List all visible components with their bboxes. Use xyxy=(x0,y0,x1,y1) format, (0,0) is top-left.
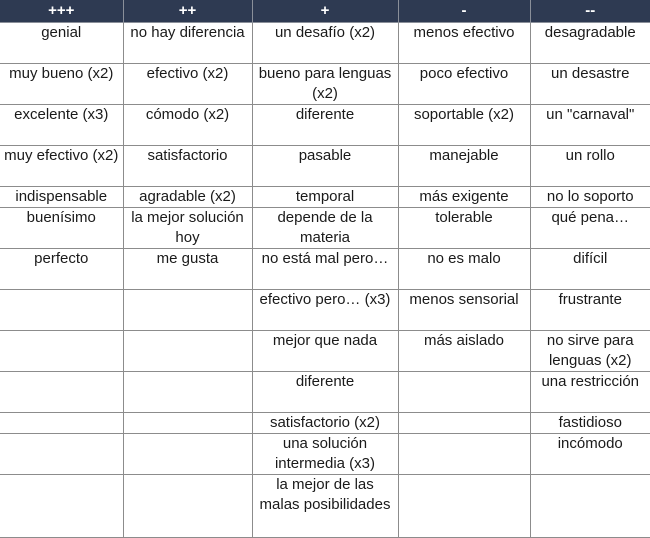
table-row xyxy=(0,23,650,64)
table-row xyxy=(0,208,650,249)
table-cell: perfecto xyxy=(0,249,123,290)
table-cell: la mejor de las malas posibilidades xyxy=(252,475,398,538)
table-cell: muy bueno (x2) xyxy=(0,64,123,105)
table-cell xyxy=(123,372,252,413)
table-cell: no es malo xyxy=(398,249,530,290)
table-cell: menos efectivo xyxy=(398,23,530,64)
table-cell: muy efectivo (x2) xyxy=(0,146,123,187)
table-row xyxy=(0,475,650,538)
table-row xyxy=(0,331,650,372)
table-cell: manejable xyxy=(398,146,530,187)
table-cell: un rollo xyxy=(530,146,650,187)
table-cell: incómodo xyxy=(530,434,650,475)
table-cell: menos sensorial xyxy=(398,290,530,331)
table-cell: efectivo pero… (x3) xyxy=(252,290,398,331)
table-cell xyxy=(123,413,252,434)
table-cell xyxy=(398,434,530,475)
table-cell xyxy=(530,475,650,538)
table-cell: efectivo (x2) xyxy=(123,64,252,105)
table-cell: una restricción xyxy=(530,372,650,413)
table-cell: no sirve para lenguas (x2) xyxy=(530,331,650,372)
table-cell: me gusta xyxy=(123,249,252,290)
table-cell: buenísimo xyxy=(0,208,123,249)
table-cell xyxy=(0,331,123,372)
table-cell xyxy=(398,413,530,434)
table-cell: difícil xyxy=(530,249,650,290)
table-row xyxy=(0,434,650,475)
table-cell: satisfactorio xyxy=(123,146,252,187)
table-cell: fastidioso xyxy=(530,413,650,434)
table-row xyxy=(0,413,650,434)
table-cell xyxy=(123,290,252,331)
table-cell xyxy=(398,475,530,538)
table-row xyxy=(0,249,650,290)
table-cell xyxy=(0,434,123,475)
table-cell: más aislado xyxy=(398,331,530,372)
table-cell: qué pena… xyxy=(530,208,650,249)
table-row xyxy=(0,64,650,105)
table-cell: no hay diferencia xyxy=(123,23,252,64)
table-cell: cómodo (x2) xyxy=(123,105,252,146)
table-cell: soportable (x2) xyxy=(398,105,530,146)
table-cell xyxy=(123,331,252,372)
table-row xyxy=(0,187,650,208)
header-very-positive: +++ xyxy=(0,0,123,23)
table-cell: pasable xyxy=(252,146,398,187)
table-cell: satisfactorio (x2) xyxy=(252,413,398,434)
table-cell: mejor que nada xyxy=(252,331,398,372)
table-row xyxy=(0,372,650,413)
table-cell: excelente (x3) xyxy=(0,105,123,146)
table-cell: un desafío (x2) xyxy=(252,23,398,64)
table-cell: diferente xyxy=(252,105,398,146)
header-positive: ++ xyxy=(123,0,252,23)
header-negative: - xyxy=(398,0,530,23)
table-cell: agradable (x2) xyxy=(123,187,252,208)
header-row xyxy=(0,0,650,23)
table-cell: no está mal pero… xyxy=(252,249,398,290)
table-cell: bueno para lenguas (x2) xyxy=(252,64,398,105)
table-cell xyxy=(123,475,252,538)
table-cell: frustrante xyxy=(530,290,650,331)
table-cell: depende de la materia xyxy=(252,208,398,249)
header-slightly-positive: + xyxy=(252,0,398,23)
table-cell: una solución intermedia (x3) xyxy=(252,434,398,475)
table-cell: genial xyxy=(0,23,123,64)
table-cell xyxy=(398,372,530,413)
header-very-negative: -- xyxy=(530,0,650,23)
table-cell xyxy=(0,372,123,413)
table-cell: un "carnaval" xyxy=(530,105,650,146)
table-cell xyxy=(0,290,123,331)
table-cell xyxy=(0,413,123,434)
table-row xyxy=(0,146,650,187)
table-cell xyxy=(123,434,252,475)
table-cell: la mejor solución hoy xyxy=(123,208,252,249)
table-cell: no lo soporto xyxy=(530,187,650,208)
table-cell: más exigente xyxy=(398,187,530,208)
table-cell: un desastre xyxy=(530,64,650,105)
table-cell xyxy=(0,475,123,538)
table-cell: poco efectivo xyxy=(398,64,530,105)
table-row xyxy=(0,290,650,331)
table-cell: temporal xyxy=(252,187,398,208)
table-row xyxy=(0,105,650,146)
table-cell: indispensable xyxy=(0,187,123,208)
table-cell: diferente xyxy=(252,372,398,413)
table-cell: tolerable xyxy=(398,208,530,249)
table-cell: desagradable xyxy=(530,23,650,64)
